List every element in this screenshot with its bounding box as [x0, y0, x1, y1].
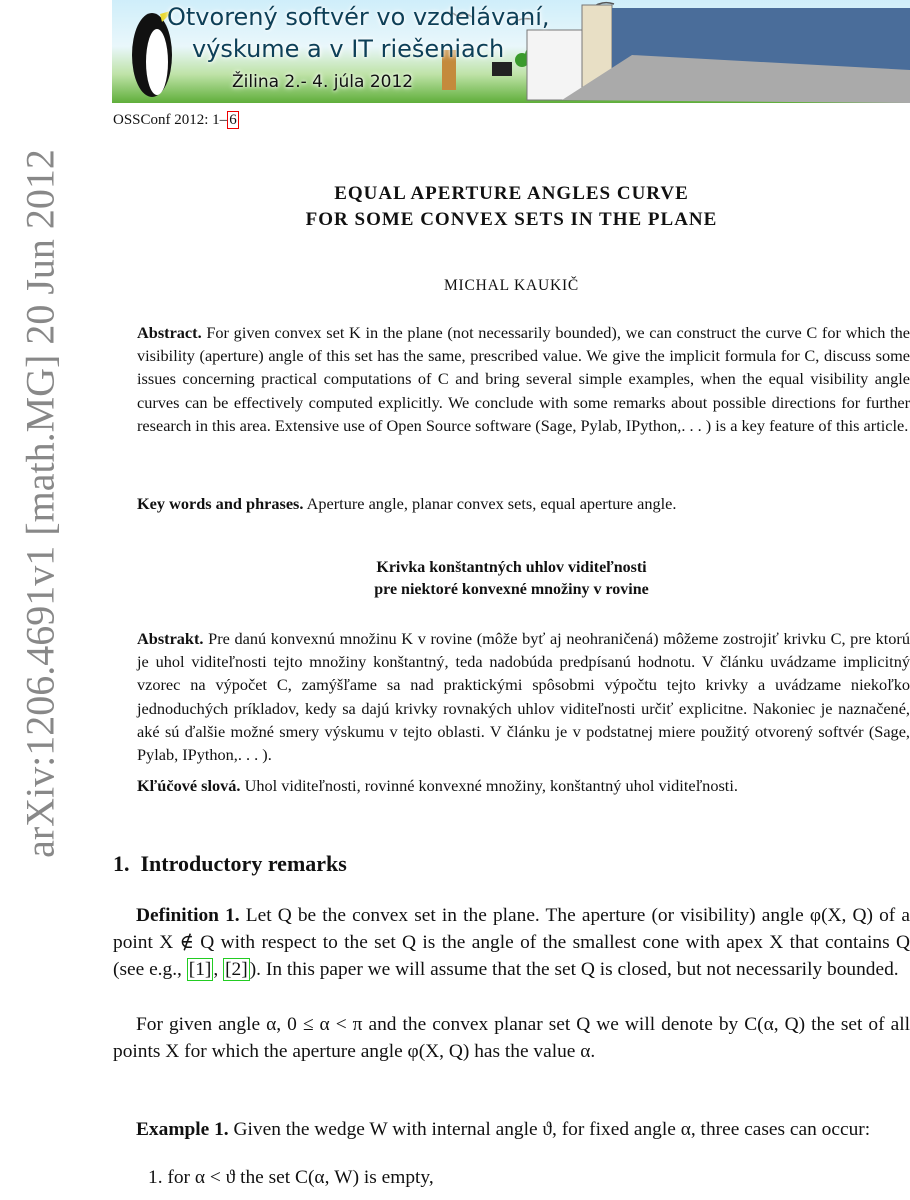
- abstrakt-label: Abstrakt.: [137, 629, 204, 648]
- abstract-text: For given convex set K in the plane (not necessarily bounded), we can construct the curve C for which the visibility (aperture) angle of this set has the same, prescribed value. We give the implicit formula for C, discuss some issues concerning practical computations of C and bring several simple examples, when the equal visibility angle curves can be effectively computed explicitly. We conclude with some remarks about possible directions for further research in this area. Extensive use of Open Source software (Sage, Pylab, IPython,. . . ) is a key feature of this article.: [137, 323, 910, 435]
- section-number: 1.: [113, 851, 130, 876]
- klucove-label: Kľúčové slová.: [137, 776, 241, 795]
- banner-line-3: Žilina 2.- 4. júla 2012: [232, 72, 414, 92]
- paper-title: [113, 181, 910, 233]
- definition-text: Let Q be the convex set in the plane. The aperture (or visibility) angle φ(X, Q) of a point X ∉ Q with respect to the set Q is the angle of the smallest cone with apex X that contains Q (see e.g.,: [113, 905, 910, 980]
- definition-1: [113, 902, 910, 983]
- keywords-label: Key words and phrases.: [137, 494, 304, 513]
- last-page-link[interactable]: 6: [229, 112, 237, 128]
- list-text: for α < ϑ the set C(α, W) is empty,: [167, 1167, 434, 1188]
- slovak-title-line-2: pre niektoré konvexné množiny v rovine: [374, 581, 649, 598]
- keywords-text: Aperture angle, planar convex sets, equal aperture angle.: [306, 494, 677, 513]
- example-label: Example 1.: [136, 1119, 229, 1140]
- example-1: [113, 1116, 910, 1143]
- slovak-title-line-1: Krivka konštantných uhlov viditeľnosti: [376, 559, 647, 576]
- abstract: [137, 321, 910, 437]
- banner-line-2: výskume a v IT riešeniach: [192, 35, 505, 63]
- definition-text-end: ). In this paper we will assume that the set Q is closed, but not necessarily bounded.: [249, 959, 899, 980]
- section-title: Introductory remarks: [140, 851, 347, 876]
- title-line-2: FOR SOME CONVEX SETS IN THE PLANE: [305, 209, 718, 230]
- title-line-1: EQUAL APERTURE ANGLES CURVE: [334, 183, 689, 204]
- author: MICHAL KAUKIČ: [443, 277, 580, 294]
- paragraph: For given angle α, 0 ≤ α < π and the convex planar set Q we will denote by C(α, Q) the set of all points X for which the aperture angle φ(X, Q) has the value α.: [113, 1014, 910, 1062]
- arxiv-stamp: arXiv:1206.4691v1 [math.MG] 20 Jun 2012: [17, 149, 63, 858]
- abstrakt-text: Pre danú konvexnú množinu K v rovine (môže byť aj neohraničená) môžeme zostrojiť krivku C, pre ktorú je uhol viditeľnosti tejto množiny konštantný, teda nadobúda predpísanú hodnotu. V článku uvádzame implicitný vzorec na výpočet C, zamýšľame sa nad praktickými spôsobmi výpočtu tejto krivky a uvádzame niekoľko jednoduchých príkladov, kedy sa dajú krivky rovnakých uhlov viditeľnosti určiť explicitne. Nakoniec je naznačené, aké sú ďalšie možné smery výskumu v tejto oblasti. V článku je v podstatnej miere použitý otvorený softvér (Sage, Pylab, IPython,. . . ).: [137, 629, 910, 765]
- definition-label: Definition 1.: [136, 905, 240, 926]
- citation-link[interactable]: [1]: [188, 959, 212, 980]
- keywords: [137, 492, 910, 515]
- example-text: Given the wedge W with internal angle ϑ, for fixed angle α, three cases can occur:: [233, 1119, 871, 1140]
- list-item: [148, 1167, 434, 1189]
- running-head: [113, 112, 239, 129]
- section-heading: [113, 851, 347, 877]
- klucove-slova: [137, 774, 910, 797]
- separator: ,: [213, 959, 224, 980]
- citation-link[interactable]: [2]: [225, 959, 248, 980]
- klucove-text: Uhol viditeľnosti, rovinné konvexné množiny, konštantný uhol viditeľnosti.: [244, 776, 738, 795]
- abstract-label: Abstract.: [137, 323, 202, 342]
- banner-line-1: Otvorený softvér vo vzdelávaní,: [167, 3, 550, 31]
- slovak-title: [113, 557, 910, 601]
- abstrakt: [137, 627, 910, 766]
- running-head-text: OSSConf 2012: 1–: [113, 112, 228, 128]
- list-number: 1.: [148, 1167, 163, 1188]
- conference-banner: [112, 0, 910, 103]
